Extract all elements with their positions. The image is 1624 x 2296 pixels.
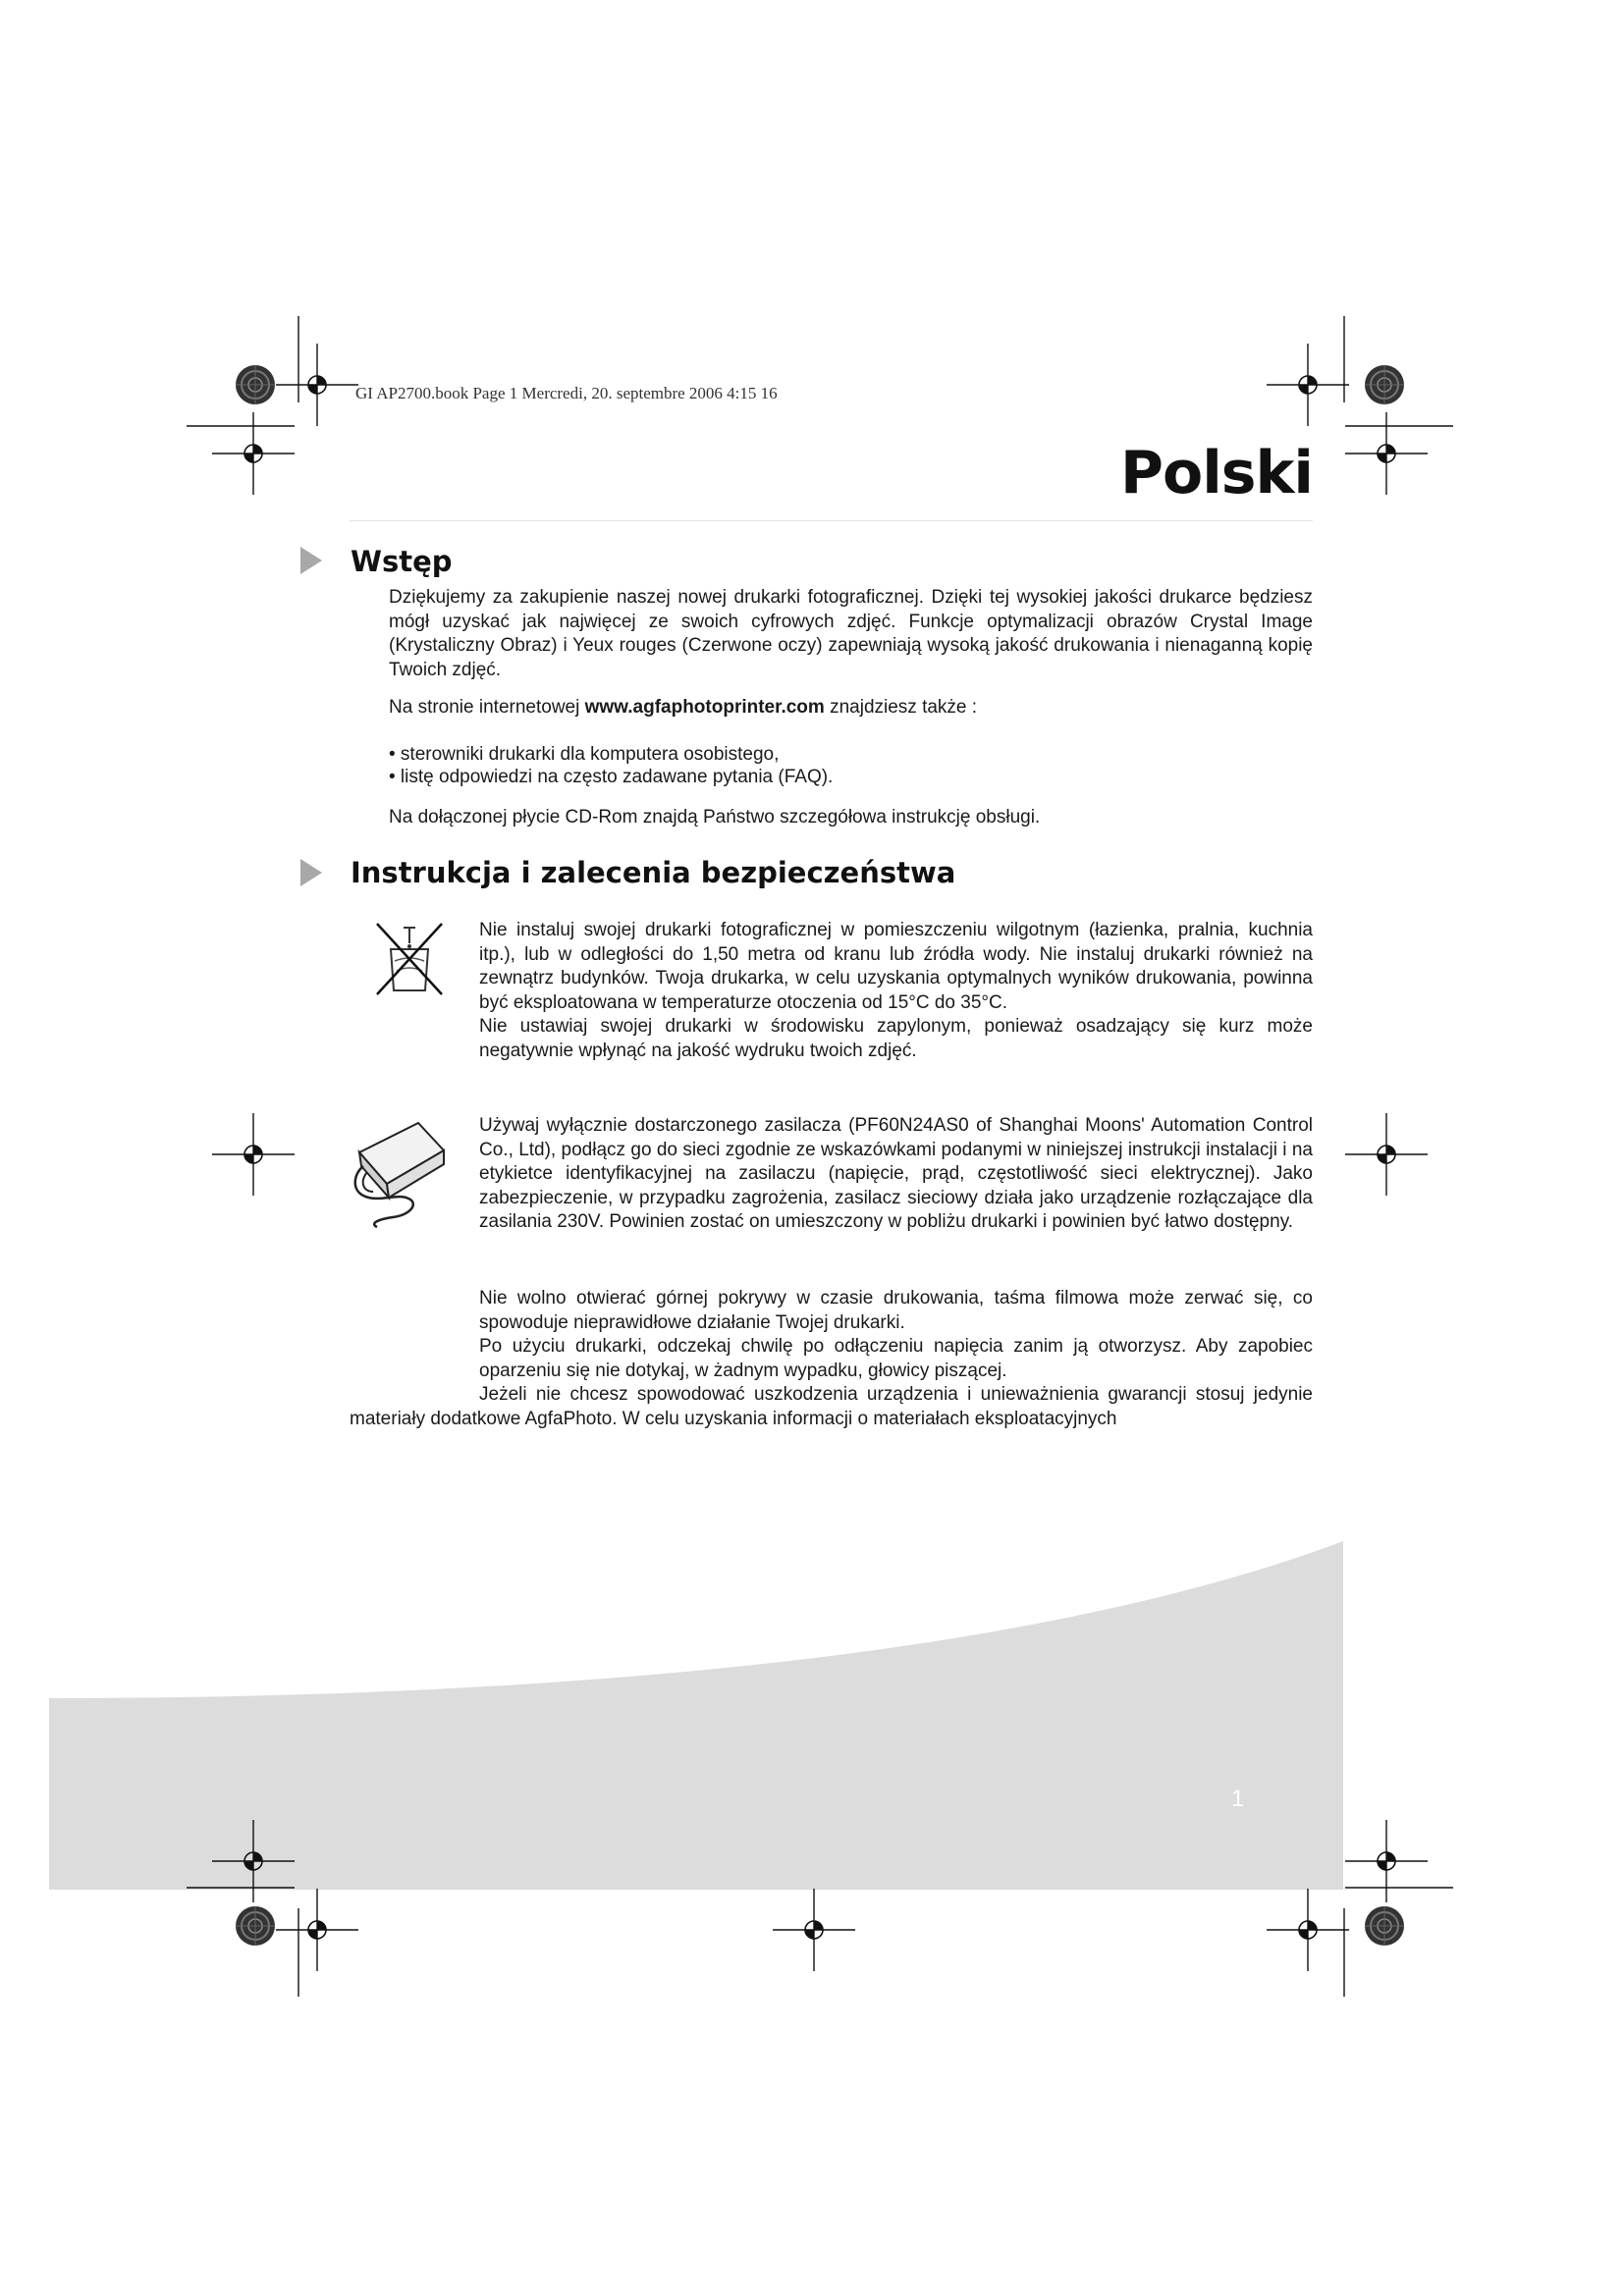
list-item: • sterowniki drukarki dla komputera osobistego,: [389, 744, 780, 765]
section-arrow-icon: [300, 547, 322, 574]
cover-warning: Nie wolno otwierać górnej pokrywy w czasie drukowania, taśma filmowa może zerwać się, co spowoduje nieprawidłowe działanie Twojej drukarki.: [479, 1288, 1313, 1333]
section-arrow-icon: [300, 859, 322, 886]
book-slug: GI AP2700.book Page 1 Mercredi, 20. septembre 2006 4:15 16: [355, 384, 778, 402]
page-number: 1: [1231, 1786, 1245, 1812]
section-heading-intro: Wstęp: [351, 545, 453, 578]
intro-paragraph: Dziękujemy za zakupienie naszej nowej drukarki fotograficznej. Dzięki tej wysokiej jakości drukarce będziesz mógł uzyskać jak najwięcej ze swoich cyfrowych zdjęć. Funkcje optymalizacji obrazów Crystal Image (Krystaliczny Obraz) i Yeux rouges (Czerwone oczy) zapewniają wysoką jakość drukowania i nienaganną kopię Twoich zdjęć.: [389, 587, 1313, 680]
list-item: • listę odpowiedzi na często zadawane pytania (FAQ).: [389, 767, 834, 787]
cooldown-warning: Po użyciu drukarki, odczekaj chwilę po odłączeniu napięcia zanim ją otworzysz. Aby zapobiec oparzeniu się nie dotykaj, w żadnym wypadku, głowicy piszącej.: [479, 1336, 1313, 1381]
website-url: www.agfaphotoprinter.com: [584, 697, 825, 718]
section-heading-safety: Instrukcja i zalecenia bezpieczeństwa: [351, 856, 956, 889]
website-prefix: Na stronie internetowej: [389, 697, 585, 718]
website-line: [389, 696, 1313, 721]
download-list: [389, 743, 1313, 788]
language-title: Polski: [1120, 439, 1313, 507]
no-water-icon: [371, 920, 448, 998]
supplies-warning: Jeżeli nie chcesz spowodować uszkodzenia urządzenia i unieważnienia gwarancji stosuj jedynie materiały dodatkowe AgfaPhoto. W celu uzyskania informacji o materiałach eksploatacyjnych: [350, 1384, 1313, 1429]
website-suffix: znajdziesz także :: [824, 697, 978, 718]
cdrom-note: Na dołączonej płycie CD-Rom znajdą Państwo szczegółowa instrukcję obsługi.: [389, 807, 1041, 828]
power-adapter-icon: [350, 1113, 448, 1231]
adapter-instructions: Używaj wyłącznie dostarczonego zasilacza (PF60N24AS0 of Shanghai Moons' Automation Control Co., Ltd), podłącz go do sieci zgodnie ze wskazówkami podanymi w niniejszej instrukcji instalacji i na etykietce identyfikacyjnej na zasilaczu (napięcie, prąd, częstotliwość sieci elektrycznej). Jako zabezpieczenie, w przypadku zagrożenia, zasilacz sieciowy działa jako urządzenie rozłączające dla zasilania 230V. Powinien zostać on umieszczony w pobliżu drukarki i powinien być łatwo dostępny.: [479, 1115, 1313, 1232]
title-divider: [350, 520, 1313, 521]
humidity-warning: Nie instaluj swojej drukarki fotograficznej w pomieszczeniu wilgotnym (łazienka, pralnia, kuchnia itp.), lub w odległości do 1,50 metra od kranu lub źródła wody. Nie instaluj drukarki również na zewnątrz budynków. Twoja drukarka, w celu uzyskania optymalnych wyników drukowania, powinna być eksploatowana w temperaturze otoczenia od 15°C do 35°C.: [479, 920, 1313, 1013]
dust-warning: Nie ustawiaj swojej drukarki w środowisku zapylonym, ponieważ osadzający się kurz może negatywnie wpłynąć na jakość wydruku twoich zdjęć.: [479, 1016, 1313, 1061]
